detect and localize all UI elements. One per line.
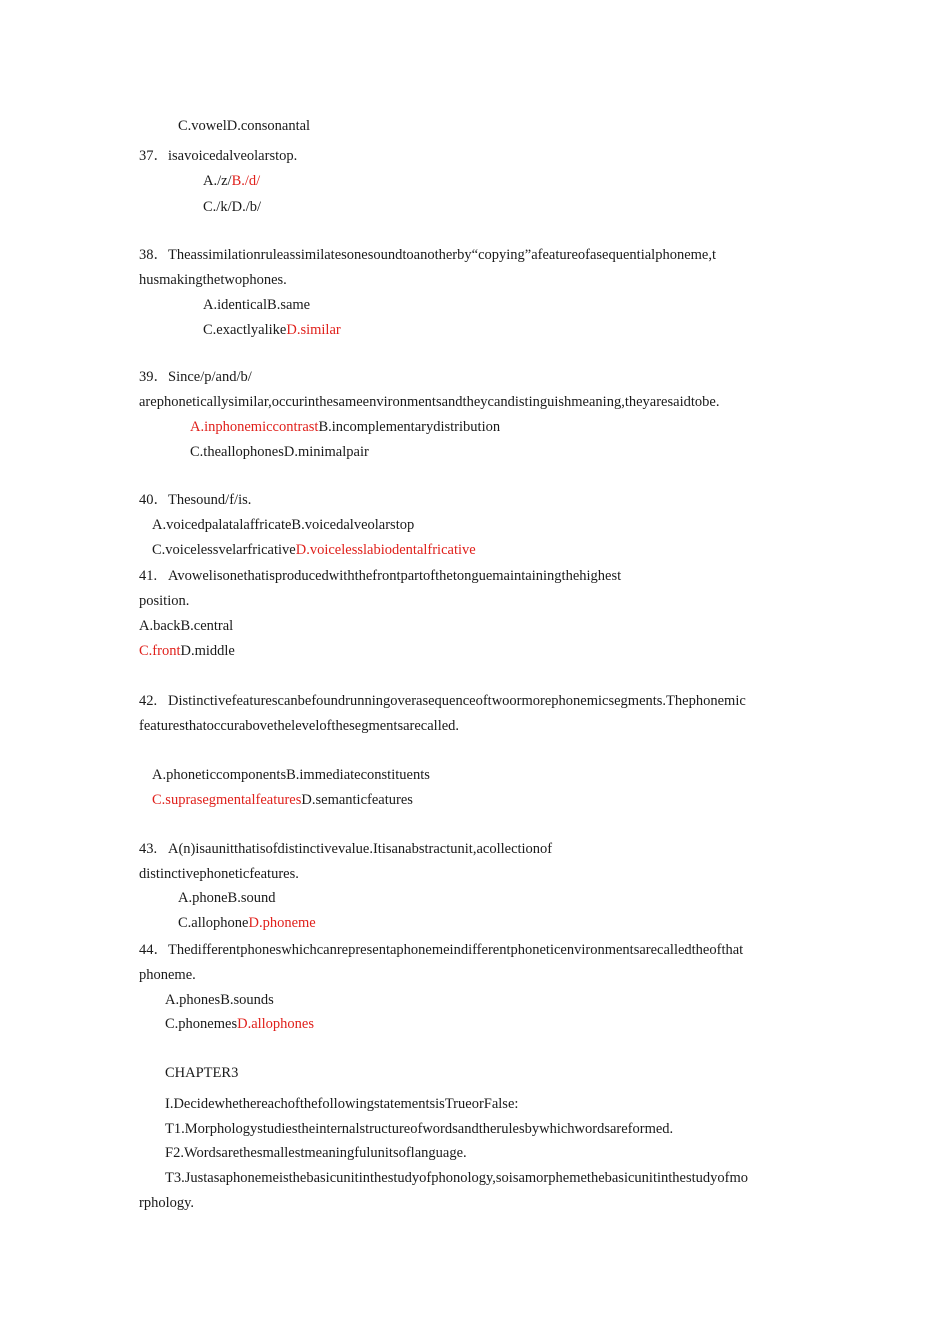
q41-options-ab [139, 617, 233, 635]
option-b: B.same [267, 297, 311, 313]
option-c: C.phonemes [165, 1016, 238, 1032]
q39-stem-line1: 39．Since/p/and/b/ [139, 369, 252, 385]
option-d: D.semanticfeatures [301, 792, 413, 808]
option-a: A.back [139, 618, 181, 634]
q42-stem-line2: featuresthatoccurabovethelevelofthesegmentsarecalled. [139, 718, 460, 734]
q37-options-cd [203, 198, 261, 216]
option-a: A.voicedpalatalaffricate [152, 517, 292, 533]
statement-2: F2.Wordsarethesmallestmeaningfulunitsoflanguage. [165, 1145, 467, 1161]
option-a: A./z/ [203, 173, 232, 189]
option-a: A.phone [178, 890, 228, 906]
option-c: C.exactlyalike [203, 322, 287, 338]
option-d-answer: D.phoneme [248, 915, 316, 931]
option-d-answer: D.allophones [237, 1016, 315, 1032]
q41-stem-line1: 41. Avowelisonethatisproducedwiththefrontpartofthetonguemaintainingthehighest [139, 568, 622, 584]
option-b: B.sounds [220, 992, 274, 1008]
option-c-answer: C.front [139, 643, 181, 659]
q36-options-cd [178, 117, 310, 135]
q42-stem-line1: 42. Distinctivefeaturescanbefoundrunningoverasequenceoftwoormorephonemicsegments.Thephonemic [139, 693, 746, 709]
option-d-answer: D.similar [286, 322, 341, 338]
q39-options-ab [190, 418, 500, 436]
option-a-answer: A.inphonemiccontrast [190, 419, 319, 435]
q40-options-cd [152, 541, 476, 559]
option-a: A.phoneticcomponents [152, 767, 287, 783]
option-b: B.central [180, 618, 234, 634]
q43-options-cd [178, 914, 316, 932]
option-a: A.identical [203, 297, 268, 313]
q44-options-ab [165, 991, 274, 1009]
option-d-answer: D.voicelesslabiodentalfricative [295, 542, 476, 558]
q44-options-cd [165, 1015, 314, 1033]
q43-stem-line2: distinctivephoneticfeatures. [139, 866, 299, 882]
option-d: D./b/ [231, 199, 262, 215]
q39-stem-line2: arephoneticallysimilar,occurinthesameenvironmentsandtheycandistinguishmeaning,theyaresaidtobe. [139, 394, 720, 410]
option-c: C.vowel [178, 118, 227, 134]
option-c: C.allophone [178, 915, 249, 931]
q40-stem: 40．Thesound/f/is. [139, 492, 252, 508]
q38-options-ab [203, 296, 310, 314]
q37-stem: 37．isavoicedalveolarstop. [139, 148, 298, 164]
option-b: B.voicedalveolarstop [291, 517, 415, 533]
statement-3-line1: T3.Justasaphonemeisthebasicunitinthestudyofphonology,soisamorphemethebasicunitinthestudyofmo [165, 1170, 748, 1186]
q39-options-cd [190, 443, 369, 461]
q42-options-ab [152, 766, 430, 784]
q37-options-ab [203, 172, 260, 190]
option-b: B.sound [227, 890, 276, 906]
q41-stem-line2: position. [139, 593, 190, 609]
q43-stem-line1: 43. A(n)isaunitthatisofdistinctivevalue.Itisanabstractunit,acollectionof [139, 841, 553, 857]
q44-stem-line2: phoneme. [139, 967, 196, 983]
chapter-instruction: I.DecidewhethereachofthefollowingstatementsisTrueorFalse: [165, 1096, 519, 1112]
option-b-answer: B./d/ [231, 173, 261, 189]
q42-options-cd [152, 791, 413, 809]
option-c: C./k/ [203, 199, 232, 215]
q38-options-cd [203, 321, 341, 339]
q41-options-cd [139, 642, 235, 660]
q40-options-ab [152, 516, 414, 534]
statement-1: T1.Morphologystudiestheinternalstructureofwordsandtherulesbywhichwordsareformed. [165, 1121, 674, 1137]
statement-3-line2: rphology. [139, 1195, 195, 1211]
option-d: D.middle [180, 643, 235, 659]
q43-options-ab [178, 889, 276, 907]
q38-stem-line1: 38．Theassimilationruleassimilatesonesoundtoanotherby“copying”afeatureofasequentialphoneme,t [139, 247, 716, 263]
option-b: B.immediateconstituents [286, 767, 430, 783]
option-b: B.incomplementarydistribution [318, 419, 501, 435]
q38-stem-line2: husmakingthetwophones. [139, 272, 287, 288]
option-c: C.theallophones [190, 444, 284, 460]
option-a: A.phones [165, 992, 221, 1008]
q44-stem-line1: 44．Thedifferentphoneswhichcanrepresentaphonemeindifferentphoneticenvironmentsarecalledtheofthat [139, 942, 744, 958]
option-c: C.voicelessvelarfricative [152, 542, 296, 558]
chapter-title: CHAPTER3 [165, 1065, 239, 1081]
option-d: D.minimalpair [283, 444, 369, 460]
option-d: D.consonantal [226, 118, 311, 134]
option-c-answer: C.suprasegmentalfeatures [152, 792, 302, 808]
